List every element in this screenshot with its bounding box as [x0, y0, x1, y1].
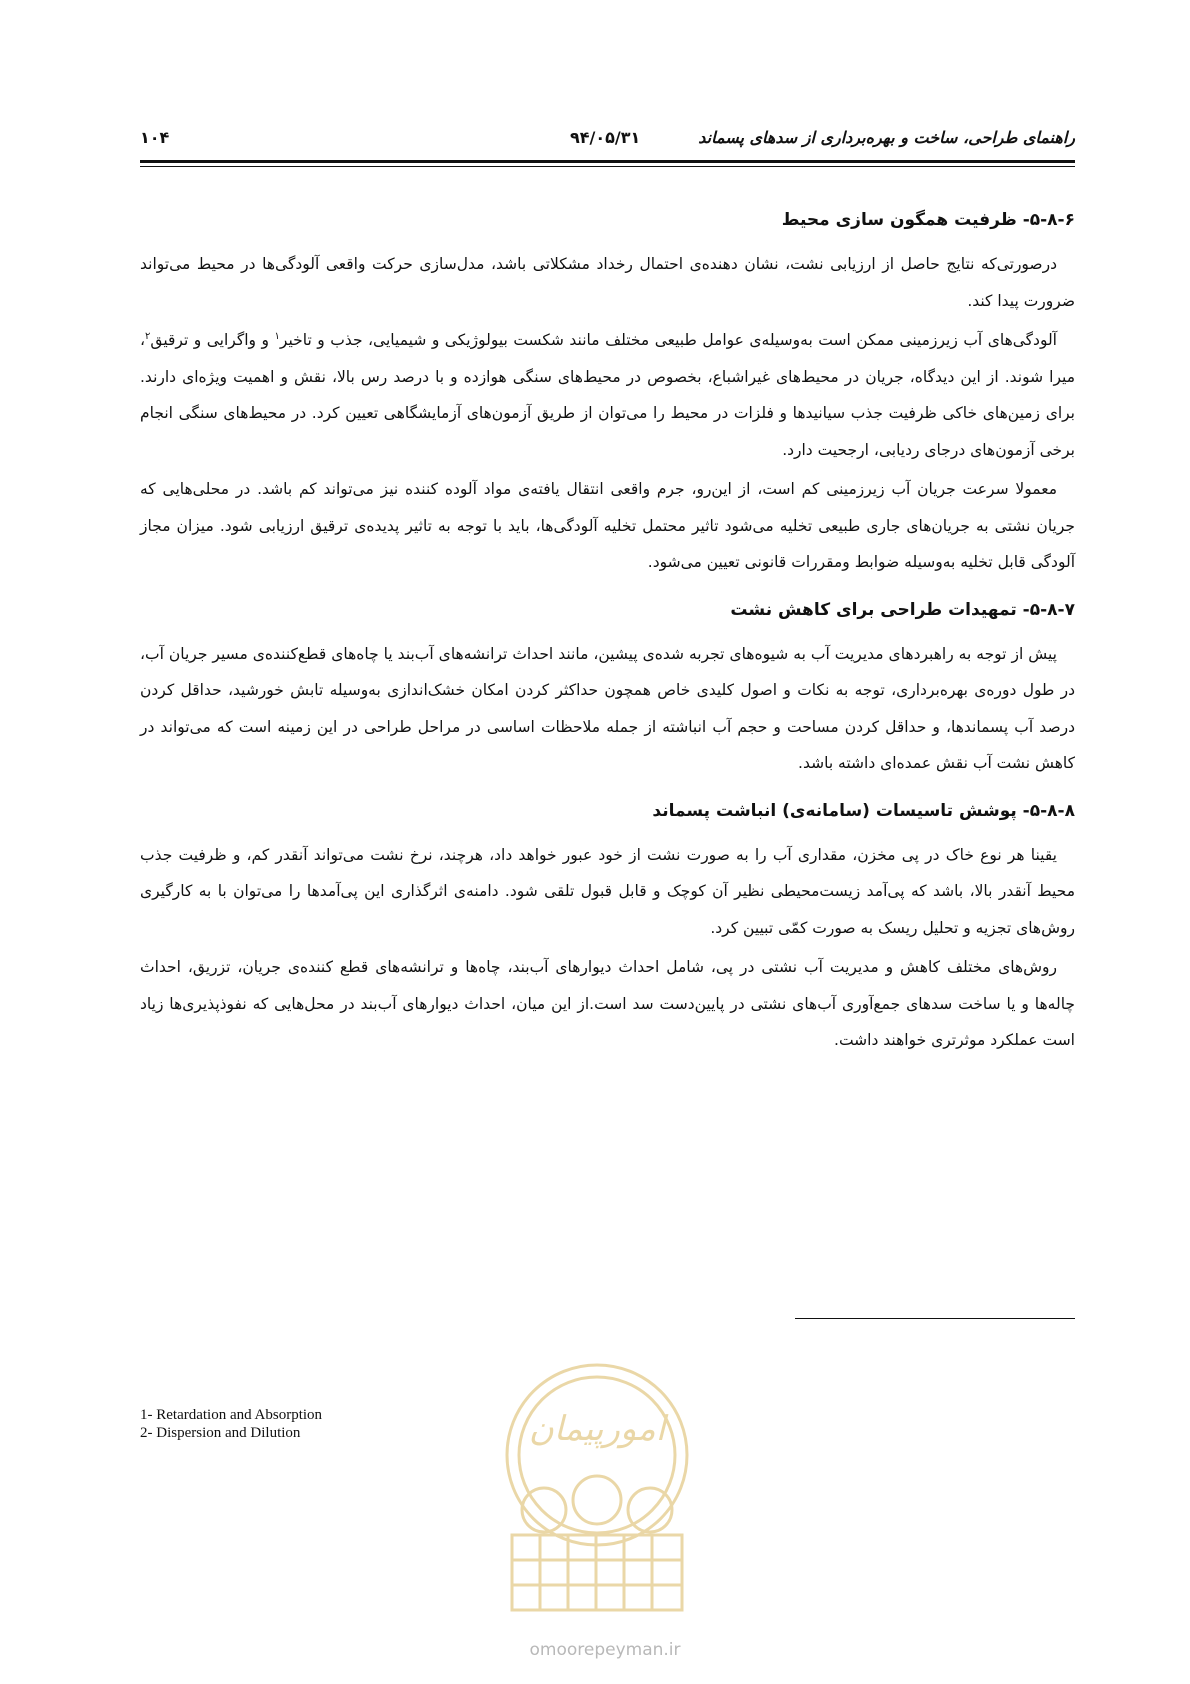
footnotes: [140, 1406, 322, 1442]
paragraph-part: و واگرایی و ترقیق: [150, 331, 270, 349]
paragraph-part: ، میرا شوند. از این دیدگاه، جریان در محیط‌های غیراشباع، بخصوص در محیط‌های سنگی هوازده و با درصد رس بالا، نقش و اهمیت ویژه‌ای دارند. برای زمین‌های خاکی ظرفیت جذب سیانیدها و فلزات در محیط را می‌توان از طریق آزمون‌های آزمایشگاهی تعیین کرد. در محیط‌های سنگی انجام برخی آزمون‌های درجای ردیابی، ارجحیت دارد.: [140, 331, 1075, 459]
footnote-2: 2- Dispersion and Dilution: [140, 1425, 301, 1441]
paragraph: معمولا سرعت جریان آب زیرزمینی کم است، از این‌رو، جرم واقعی انتقال یافته‌ی مواد آلوده کننده نیز می‌تواند کم باشد. در محلی‌هایی که جریان نشتی به جریان‌های جاری طبیعی تخلیه می‌شود تاثیر محتمل تخلیه آلودگی‌ها، باید با توجه به تاثیر پدیده‌ی ترقیق ارزیابی شود. میزان مجاز آلودگی قابل تخلیه به‌وسیله ضوابط ومقررات قانونی تعیین می‌شود.: [140, 480, 1075, 571]
footnote-ref-2: ۲: [145, 330, 151, 342]
header-rule-thick: [140, 160, 1075, 163]
watermark-site: omoorepeyman.ir: [529, 1640, 681, 1660]
paragraph: یقینا هر نوع خاک در پی مخزن، مقداری آب را به صورت نشت از خود عبور خواهد داد، هرچند، نرخ نشت می‌تواند آنقدر کم، و ظرفیت جذب محیط آنقدر بالا، باشد که پی‌آمد زیست‌محیطی نظیر آن کوچک و قابل قبول تلقی شود. دامنه‌ی اثرگذاری این پی‌آمدها را می‌توان با به کارگیری روش‌های تجزیه و تحلیل ریسک به صورت کمّی تبیین کرد.: [140, 845, 1075, 937]
footnote-separator: [795, 1318, 1075, 1319]
paragraph: روش‌های مختلف کاهش و مدیریت آب نشتی در پی، شامل احداث دیوارهای آب‌بند، چاه‌ها و ترانشه‌های قطع کننده‌ی جریان، تزریق، احداث چاله‌ها و یا ساخت سدهای جمع‌آوری آب‌های نشتی در پایین‌دست سد است.از این میان، احداث دیوارهای آب‌بند در محل‌هایی که نفوذپذیری‌ها زیاد است عملکرد موثرتری خواهند داشت.: [140, 958, 1075, 1049]
section-heading-5-8-6: ۵-۸-۶- ظرفیت همگون سازی محیط: [781, 210, 1075, 230]
page-number: ۱۰۴: [140, 128, 170, 147]
header-title: راهنمای طراحی، ساخت و بهره‌برداری از سدهای پسماند: [698, 128, 1075, 147]
paragraph: پیش از توجه به راهبردهای مدیریت آب به شیوه‌های تجربه شده‌ی پیشین، مانند احداث ترانشه‌های آب‌بند یا چاه‌های قطع‌کننده‌ی مسیر جریان آب، در طول دوره‌ی بهره‌برداری، توجه به نکات و اصول کلیدی خاص همچون حداکثر کردن امکان خشک‌اندازی به‌وسیله تابش خورشید، حداقل کردن درصد آب پسماندها، و حداقل کردن مساحت و حجم آب انباشته از جمله ملاحظات اساسی در مراحل طراحی در این زمینه است که می‌تواند در کاهش نشت آب نقش عمده‌ای داشته باشد.: [140, 644, 1075, 772]
running-header: [140, 128, 1075, 154]
header-rule-thin: [140, 166, 1075, 167]
section-heading-5-8-7: ۵-۸-۷- تمهیدات طراحی برای کاهش نشت: [730, 599, 1075, 620]
paragraph-part: آلودگی‌های آب زیرزمینی ممکن است به‌وسیله‌ی عوامل طبیعی مختلف مانند شکست بیولوژیکی و شیمیایی، جذب و تاخیر: [279, 331, 1057, 349]
svg-text:امورپیمان: امورپیمان: [528, 1409, 666, 1449]
paragraph: درصورتی‌که نتایج حاصل از ارزیابی نشت، نشان دهنده‌ی احتمال رخداد مشکلاتی باشد، مدل‌سازی حرکت واقعی آلودگی‌ها در محیط می‌تواند ضرورت پیدا کند.: [140, 255, 1075, 310]
paragraph-with-footnotes: [140, 322, 1075, 468]
watermark-logo-icon: [482, 1360, 712, 1620]
footnote-1: 1- Retardation and Absorption: [140, 1407, 323, 1423]
header-date: ۹۴/۰۵/۳۱: [570, 128, 641, 147]
page-body: [140, 208, 1075, 1062]
section-heading-5-8-8: ۵-۸-۸- پوشش تاسیسات (سامانه‌ی) انباشت پسماند: [652, 800, 1075, 821]
footnote-ref-1: ۱: [274, 330, 280, 342]
